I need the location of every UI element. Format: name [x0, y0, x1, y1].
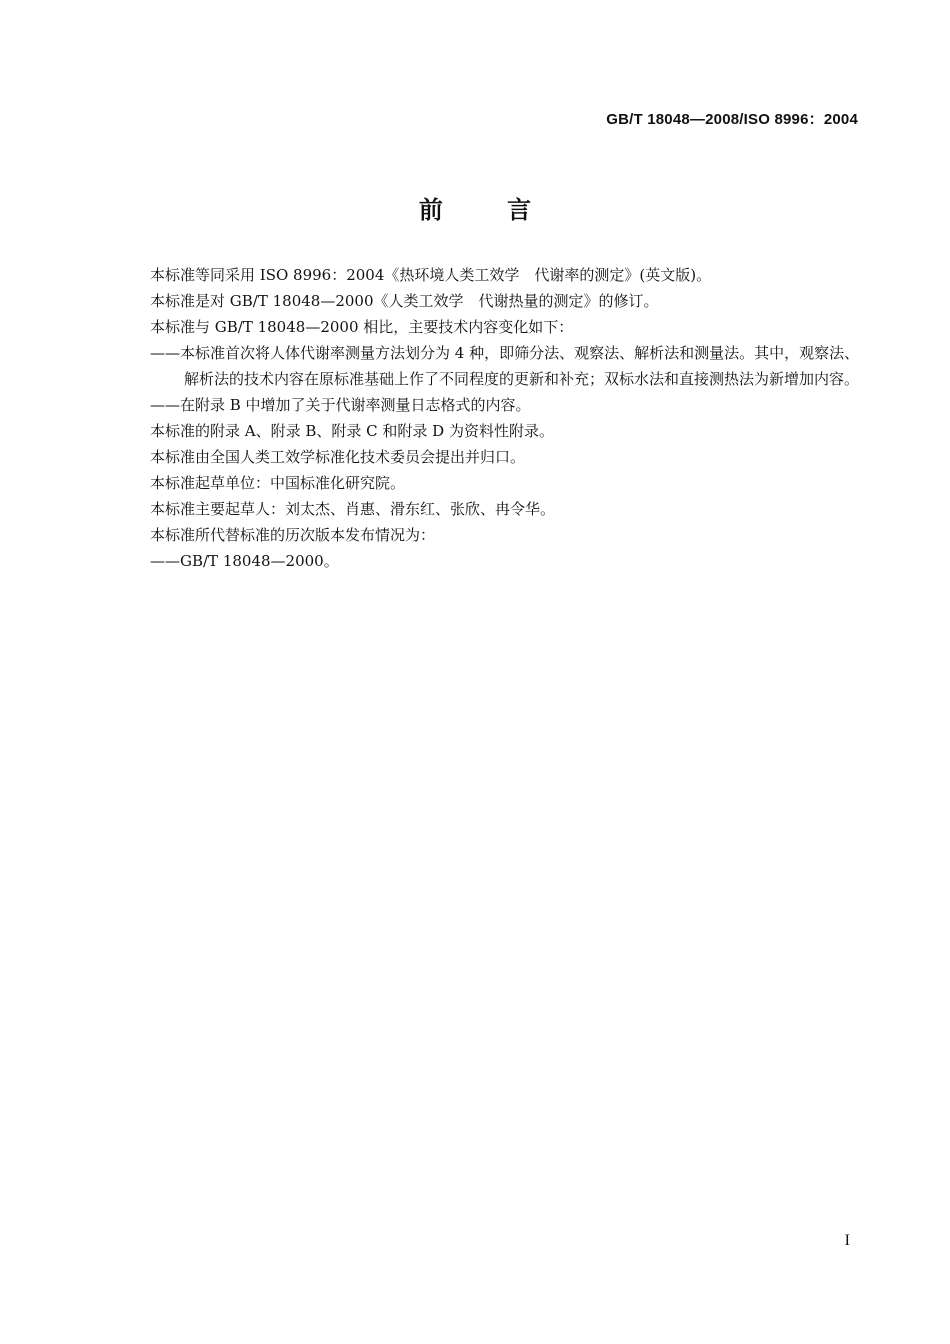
paragraph-adoption: 本标准等同采用 ISO 8996：2004《热环境人类工效学 代谢率的测定》(英文版)。 [150, 266, 712, 284]
change-item-annex-b: ——在附录 B 中增加了关于代谢率测量日志格式的内容。 [150, 396, 531, 414]
paragraph-drafting-unit: 本标准起草单位：中国标准化研究院。 [150, 474, 406, 492]
paragraph-committee: 本标准由全国人类工效学标准化技术委员会提出并归口。 [150, 448, 526, 466]
change-item-methods: ——本标准首次将人体代谢率测量方法划分为 4 种，即筛分法、观察法、解析法和测量法。其中，观察法、解析法的技术内容在原标准基础上作了不同程度的更新和补充；双标水法和直接测热法为新增加内容。 [150, 344, 860, 388]
paragraph-history-item: ——GB/T 18048—2000。 [150, 552, 339, 570]
paragraph-annexes: 本标准的附录 A、附录 B、附录 C 和附录 D 为资料性附录。 [150, 422, 554, 440]
paragraph-drafters: 本标准主要起草人：刘太杰、肖惠、滑东红、张欣、冉令华。 [150, 500, 556, 518]
page-title: 前 言 [418, 196, 560, 224]
preface-body [150, 262, 860, 574]
page-number: I [844, 1232, 850, 1249]
paragraph-history-intro: 本标准所代替标准的历次版本发布情况为： [150, 526, 436, 544]
paragraph-revision: 本标准是对 GB/T 18048—2000《人类工效学 代谢热量的测定》的修订。 [150, 292, 659, 310]
standard-code: GB/T 18048—2008/ISO 8996：2004 [606, 111, 858, 128]
paragraph-changes-intro: 本标准与 GB/T 18048—2000 相比，主要技术内容变化如下： [150, 318, 574, 336]
